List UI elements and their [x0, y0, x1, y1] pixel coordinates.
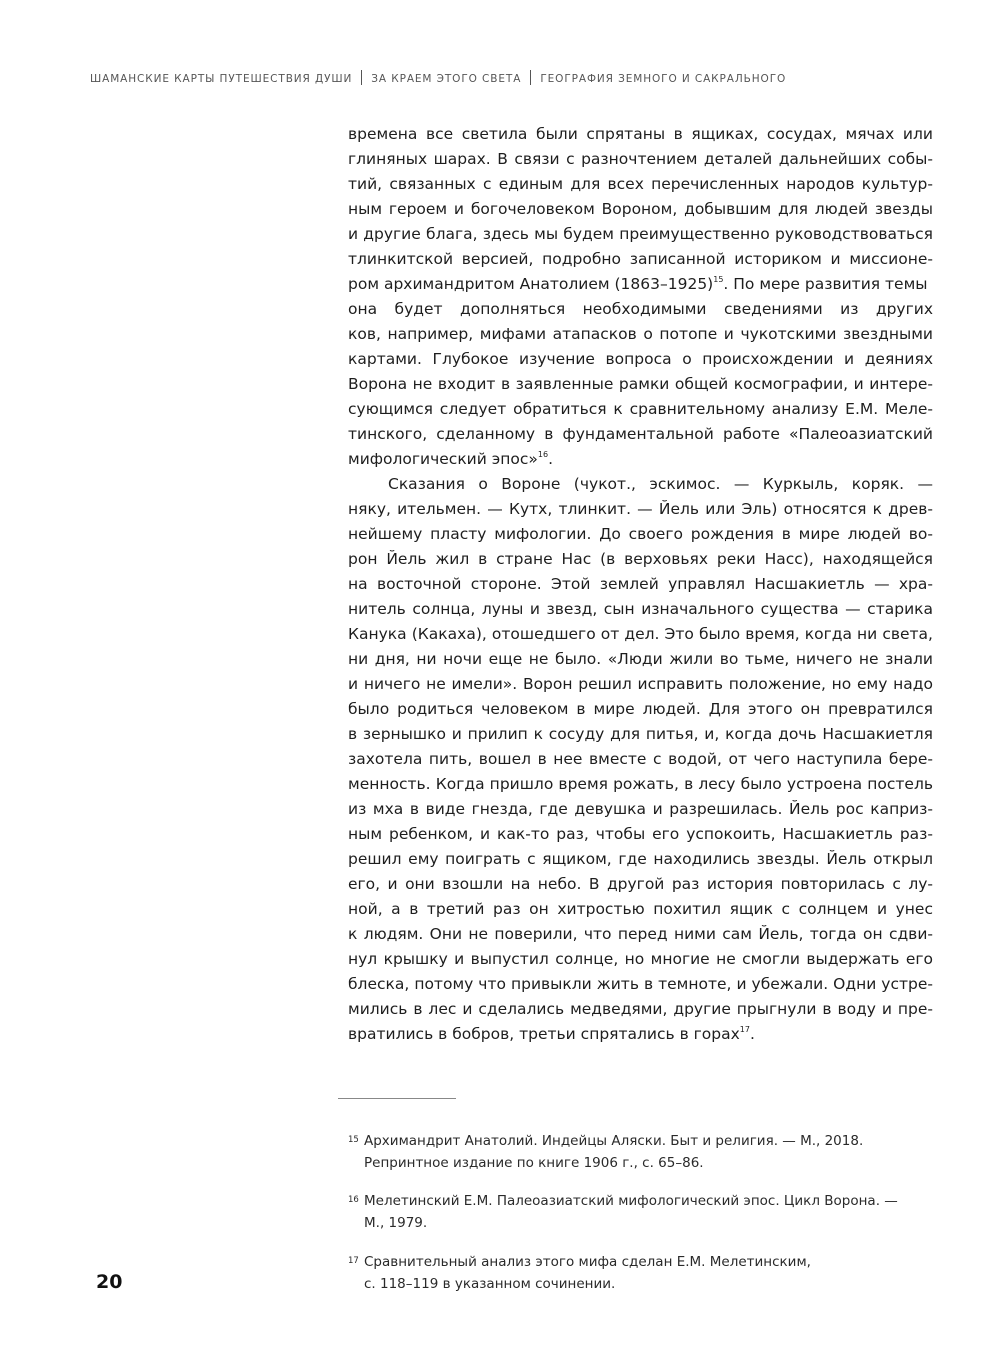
- paragraph-1: [348, 122, 933, 472]
- header-separator: [530, 70, 531, 85]
- header-part-title: ЗА КРАЕМ ЭТОГО СВЕТА: [371, 73, 522, 85]
- footnote: [348, 1190, 898, 1234]
- text-segment: . По мере развития темы: [723, 275, 928, 293]
- text-line: она будет дополняться необходимыми сведениями из других: [348, 300, 933, 318]
- header-book-title: ШАМАНСКИЕ КАРТЫ ПУТЕШЕСТВИЯ ДУШИ: [90, 73, 353, 85]
- text-segment: вратились в бобров, третьи спрятались в горах: [348, 1025, 740, 1043]
- footnote-number: 15: [348, 1135, 359, 1145]
- footnote-ref-15[interactable]: 15: [713, 275, 724, 284]
- text-line: нул крышку и выпустил солнце, но многие не смогли выдержать его: [348, 950, 933, 968]
- text-line: в зернышко и прилип к сосуду для питья, и, когда дочь Насшакиетля: [348, 725, 933, 743]
- text-line: мились в лес и сделались медведями, другие прыгнули в воду и пре-: [348, 1000, 933, 1018]
- text-line: ков, например, мифами атапасков о потопе и чукотскими звездными: [348, 325, 933, 343]
- text-line: к людям. Они не поверили, что перед ними сам Йель, тогда он сдви-: [348, 925, 933, 943]
- text-line: решил ему поиграть с ящиком, где находились звезды. Йель открыл: [348, 850, 933, 868]
- footnote-text: [364, 1130, 863, 1174]
- text-line: на восточной стороне. Этой землей управлял Насшакиетль — хра-: [348, 575, 933, 593]
- text-line: его, и они взошли на небо. В другой раз история повторилась с лу-: [348, 875, 933, 893]
- text-line: было родиться человеком в мире людей. Для этого он превратился: [348, 700, 933, 718]
- paragraph-2: [348, 472, 933, 1047]
- footnote-line: с. 118–119 в указанном сочинении.: [364, 1276, 616, 1292]
- text-line: блеска, потому что привыкли жить в темноте, и убежали. Одни устре-: [348, 975, 933, 993]
- footnote-line: Архимандрит Анатолий. Индейцы Аляски. Быт и религия. — М., 2018.: [364, 1133, 864, 1149]
- footnote-line: Сравнительный анализ этого мифа сделан Е.М. Мелетинским,: [364, 1254, 811, 1270]
- footnote-text: [364, 1190, 898, 1234]
- page-number: 20: [96, 1271, 123, 1293]
- footnote-line: Мелетинский Е.М. Палеоазиатский мифологический эпос. Цикл Ворона. —: [364, 1193, 898, 1209]
- footnote-line: М., 1979.: [364, 1215, 428, 1231]
- footnote-ref-16[interactable]: 16: [537, 450, 549, 459]
- footnote-number: 17: [348, 1256, 359, 1266]
- text-line: из мха в виде гнезда, где девушка и разрешилась. Йель рос каприз-: [348, 800, 933, 818]
- text-line: и другие блага, здесь мы будем преимущественно руководствоваться: [348, 225, 933, 243]
- footnote-divider: [338, 1098, 456, 1099]
- text-line: няку, ительмен. — Кутх, тлинкит. — Йель или Эль) относятся к древ-: [348, 500, 933, 518]
- text-line: нейшему пласту мифологии. До своего рождения в мире людей во-: [348, 525, 933, 543]
- text-line: тий, связанных с единым для всех перечисленных народов культур-: [348, 175, 933, 193]
- text-line: тинского, сделанному в фундаментальной работе «Палеоазиатский: [348, 425, 933, 443]
- text-segment: ром архимандритом Анатолием (1863–1925): [348, 275, 714, 293]
- main-text: [348, 122, 933, 1047]
- text-line: Сказания о Вороне (чукот., эскимос. — Куркыль, коряк. —: [388, 475, 933, 493]
- text-line: картами. Глубокое изучение вопроса о происхождении и деяниях: [348, 350, 933, 368]
- text-line: ни дня, ни ночи еще не было. «Люди жили во тьме, ничего не знали: [348, 650, 933, 668]
- footnote: [348, 1251, 811, 1295]
- text-line: Ворона не входит в заявленные рамки общей космографии, и интере-: [348, 375, 933, 393]
- text-line: ным героем и богочеловеком Вороном, добывшим для людей звезды: [348, 200, 933, 218]
- text-line: [348, 447, 933, 472]
- text-line: [348, 272, 933, 297]
- text-segment: .: [749, 1025, 755, 1043]
- footnote-text: [364, 1251, 811, 1295]
- text-line: нитель солнца, луны и звезд, сын изначального существа — старика: [348, 600, 933, 618]
- footnote: [348, 1130, 863, 1174]
- text-line: ным ребенком, и как-то раз, чтобы его успокоить, Насшакиетль раз-: [348, 825, 933, 843]
- text-segment: .: [548, 450, 554, 468]
- text-line: рон Йель жил в стране Нас (в верховьях реки Насс), находящейся: [348, 550, 933, 568]
- running-header: [90, 70, 786, 85]
- header-chapter-title: ГЕОГРАФИЯ ЗЕМНОГО И САКРАЛЬНОГО: [540, 73, 787, 85]
- footnote-number: 16: [348, 1195, 359, 1205]
- text-line: ной, а в третий раз он хитростью похитил ящик с солнцем и унес: [348, 900, 933, 918]
- text-line: Канука (Какаха), отошедшего от дел. Это было время, когда ни света,: [348, 625, 933, 643]
- text-line: тлинкитской версией, подробно записанной историком и миссионе-: [348, 250, 933, 268]
- footnote-line: Репринтное издание по книге 1906 г., с. 65–86.: [364, 1155, 704, 1171]
- text-line: менность. Когда пришло время рожать, в лесу было устроена постель: [348, 775, 933, 793]
- text-line: и ничего не имели». Ворон решил исправить положение, но ему надо: [348, 675, 933, 693]
- text-line: глиняных шарах. В связи с разночтением деталей дальнейших собы-: [348, 150, 933, 168]
- text-line: захотела пить, вошел в нее вместе с водой, от чего наступила бере-: [348, 750, 933, 768]
- text-line: времена все светила были спрятаны в ящиках, сосудах, мячах или: [348, 125, 933, 143]
- text-line: [348, 1022, 933, 1047]
- text-line: сующимся следует обратиться к сравнительному анализу Е.М. Меле-: [348, 400, 933, 418]
- text-segment: мифологический эпос»: [348, 450, 538, 468]
- header-separator: [361, 70, 362, 85]
- footnote-ref-17[interactable]: 17: [739, 1025, 750, 1034]
